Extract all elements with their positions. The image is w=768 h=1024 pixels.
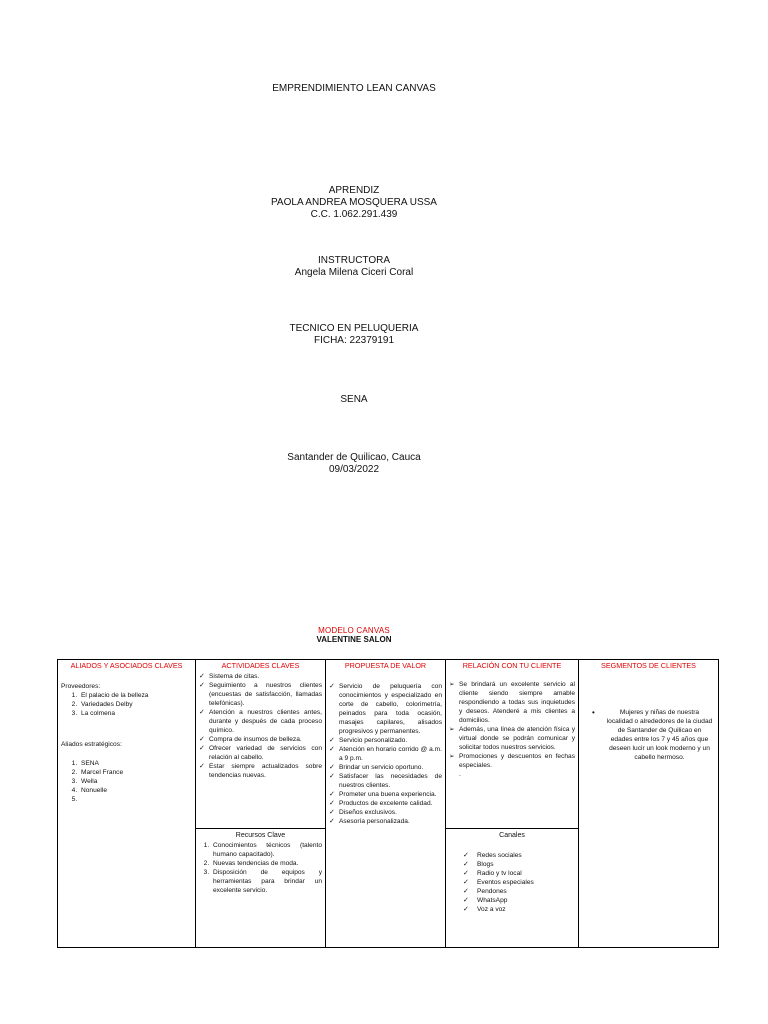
list-item: ✓ Servicio de peluquería con conocimientos y especializado en corte de cabello, colorimetría, peinados para toda ocasión, masajes capilares, alisados progresivos y permanentes. [329, 682, 442, 736]
list-item: ✓ WhatsApp [463, 896, 575, 905]
actividades-header: ACTIVIDADES CLAVES [221, 661, 300, 670]
institution: SENA [340, 394, 368, 405]
role-label: APRENDIZ [328, 185, 380, 196]
propuesta-list [329, 682, 442, 826]
providers-list [61, 691, 192, 718]
relacion-trailing: . [459, 770, 461, 778]
list-item: ✓ Brindar un servicio oportuno. [329, 763, 442, 772]
student-id: C.C. 1.062.291.439 [310, 209, 398, 220]
segmentos-list [582, 708, 715, 762]
list-item [79, 795, 192, 804]
list-item: ✓ Atención a nuestros clientes antes, durante y después de cada proceso químico. [199, 708, 322, 735]
list-item: ✓ Radio y tv local [463, 869, 575, 878]
strategic-list [61, 759, 192, 804]
list-item: ✓ Eventos especiales [463, 878, 575, 887]
list-item: 2. Marcel France [79, 768, 192, 777]
canvas-subtitle: VALENTINE SALON [316, 635, 392, 644]
cover-title: EMPRENDIMIENTO LEAN CANVAS [272, 83, 436, 94]
strategic-label: Aliados estratégicos: [61, 740, 122, 748]
propuesta-cell [326, 660, 446, 948]
instructor-name: Angela Milena Ciceri Coral [294, 267, 414, 278]
list-item: ✓ Pendones [463, 887, 575, 896]
recursos-list [199, 841, 322, 895]
recursos-header: Recursos Clave [235, 832, 286, 839]
list-item: 1. SENA [79, 759, 192, 768]
student-block [0, 185, 708, 221]
list-item: 3. Disposición de equipos y herramientas para brindar un excelente servicio. [211, 868, 322, 895]
aliados-header: ALIADOS Y ASOCIADOS CLAVES [70, 661, 183, 670]
aliados-cell [58, 660, 196, 948]
list-item: ➢ Además, una línea de atención física y virtual donde se podrán comunicar y solicitar todos nuestros servicios. [449, 725, 575, 752]
canales-list [449, 851, 575, 914]
recursos-cell [196, 829, 326, 948]
list-item: ✓ Diseños exclusivos. [329, 808, 442, 817]
list-item: ✓ Estar siempre actualizados sobre tendencias nuevas. [199, 762, 322, 780]
list-item: ✓ Asesoría personalizada. [329, 817, 442, 826]
relacion-cell [446, 660, 579, 829]
student-name: PAOLA ANDREA MOSQUERA USSA [271, 197, 437, 208]
instructor-block [0, 255, 708, 279]
list-item: 4. Nonuelle [79, 786, 192, 795]
instructor-label: INSTRUCTORA [317, 255, 391, 266]
list-item: 2. Variedades Delby [79, 700, 192, 709]
providers-label: Proveedores: [61, 682, 101, 690]
list-item: ✓ Compra de insumos de belleza. [199, 735, 322, 744]
list-item: ✓ Voz a voz [463, 905, 575, 914]
list-item: ✓ Blogs [463, 860, 575, 869]
propuesta-header: PROPUESTA DE VALOR [344, 661, 427, 670]
canvas-title: MODELO CANVAS [318, 626, 390, 635]
segmentos-cell [579, 660, 719, 948]
list-item: ✓ Prometer una buena experiencia. [329, 790, 442, 799]
list-item: ✓ Ofrecer variedad de servicios con relación al cabello. [199, 744, 322, 762]
location: Santander de Quilicao, Cauca [287, 452, 421, 463]
ficha-number: FICHA: 22379191 [313, 335, 395, 346]
actividades-cell [196, 660, 326, 829]
date: 09/03/2022 [328, 464, 380, 475]
relacion-header: RELACIÓN CON TU CLIENTE [462, 661, 562, 670]
list-item: • Mujeres y niñas de nuestra localidad o alrededores de la ciudad de Santander de Quilicao en edades entre los 7 y 45 años que deseen lucir un look moderno y un cabello hermoso. [606, 708, 713, 762]
list-item: 2. Nuevas tendencias de moda. [211, 859, 322, 868]
list-item: ✓ Productos de excelente calidad. [329, 799, 442, 808]
canales-cell [446, 829, 579, 948]
list-item: ✓ Servicio personalizado. [329, 736, 442, 745]
list-item: ➢ Se brindará un excelente servicio al cliente siendo siempre amable respondiendo a todas sus inquietudes y deseos. Atenderé a mis clientes a domicilios. [449, 680, 575, 725]
actividades-list [199, 672, 322, 780]
canales-header: Canales [499, 832, 525, 839]
list-item: ➢ Promociones y descuentos en fechas especiales. [449, 752, 575, 770]
list-item: 1. El palacio de la belleza [79, 691, 192, 700]
list-item: 3. La colmena [79, 709, 192, 718]
list-item: ✓ Seguimiento a nuestros clientes (encuestas de satisfacción, llamadas telefónicas). [199, 681, 322, 708]
list-item: 1. Conocimientos técnicos (talento humano capacitado). [211, 841, 322, 859]
program-name: TECNICO EN PELUQUERIA [289, 323, 419, 334]
lean-canvas-table [57, 659, 719, 948]
location-date-block [0, 452, 708, 476]
program-block [0, 323, 708, 347]
list-item: 3. Wella [79, 777, 192, 786]
list-item: ✓ Atención en horario corrido @ a.m. a 9 p.m. [329, 745, 442, 763]
list-item: ✓ Sistema de citas. [199, 672, 322, 681]
list-item: ✓ Satisfacer las necesidades de nuestros clientes. [329, 772, 442, 790]
list-item: ✓ Redes sociales [463, 851, 575, 860]
relacion-list [449, 680, 575, 770]
segmentos-header: SEGMENTOS DE CLIENTES [601, 661, 696, 670]
